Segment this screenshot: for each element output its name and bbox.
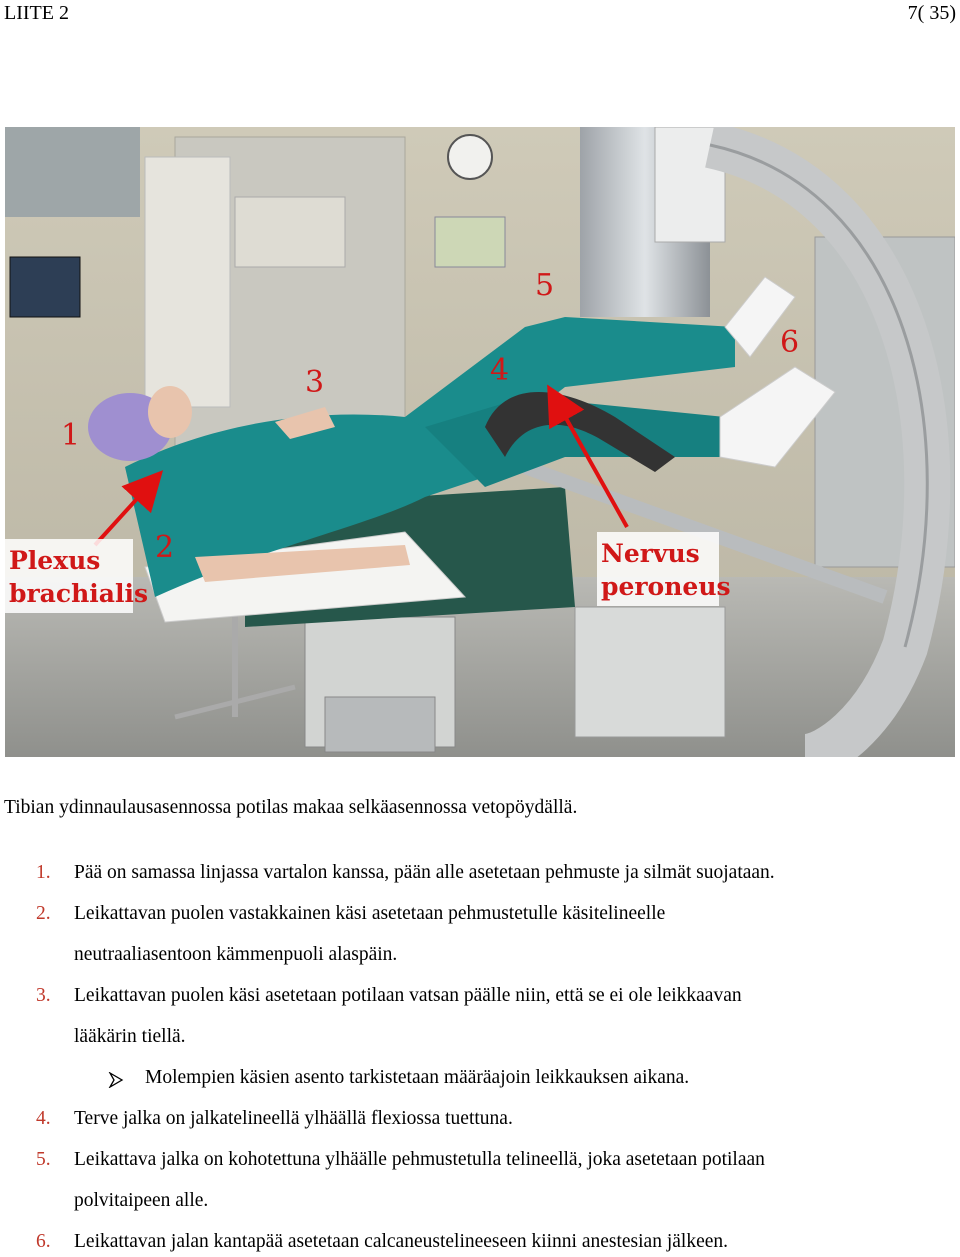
photo-number-5: 5 xyxy=(535,268,555,303)
photo-number-2: 2 xyxy=(155,530,175,565)
plexus-label-line1: Plexus xyxy=(9,546,101,575)
list-text: Leikattavan puolen käsi asetetaan potilaan vatsan päälle niin, että se ei ole leikkaavan xyxy=(74,985,742,1006)
sub-bullet-text: Molempien käsien asento tarkistetaan määräajoin leikkauksen aikana. xyxy=(145,1067,690,1088)
photo-number-4: 4 xyxy=(490,353,510,388)
list-text-continuation: polvitaipeen alle. xyxy=(74,1190,209,1211)
list-text: Terve jalka on jalkatelineellä ylhäällä flexiossa tuettuna. xyxy=(74,1108,513,1129)
plexus-label-line2: brachialis xyxy=(9,579,149,608)
list-text: Leikattavan jalan kantapää asetetaan calcaneustelineeseen kiinni anestesian jälkeen. xyxy=(74,1231,729,1252)
list-number: 6. xyxy=(36,1231,51,1252)
list-text: Pää on samassa linjassa vartalon kanssa, pään alle asetetaan pehmuste ja silmät suojataan. xyxy=(74,862,775,883)
photo-number-6: 6 xyxy=(780,325,800,360)
nervus-label-line2: peroneus xyxy=(601,572,731,601)
list-number: 1. xyxy=(36,862,51,883)
operating-room-photo xyxy=(5,127,955,757)
photo-number-3: 3 xyxy=(305,365,325,400)
arrowhead-bullet-icon xyxy=(108,1072,124,1088)
page-number: 7( 35) xyxy=(907,2,956,24)
list-text: Leikattavan puolen vastakkainen käsi asetetaan pehmustetulle käsitelineelle xyxy=(74,903,666,924)
list-number: 5. xyxy=(36,1149,51,1170)
list-text-continuation: lääkärin tiellä. xyxy=(74,1026,186,1047)
list-text: Leikattava jalka on kohotettuna ylhäälle pehmustetulla telineellä, joka asetetaan potilaan xyxy=(74,1149,765,1170)
list-number: 3. xyxy=(36,985,51,1006)
nervus-label-line1: Nervus xyxy=(601,539,700,568)
page-header-left: LIITE 2 xyxy=(4,2,69,24)
photo-number-1: 1 xyxy=(61,418,81,453)
list-number: 4. xyxy=(36,1108,51,1129)
intro-paragraph: Tibian ydinnaulausasennossa potilas makaa selkäasennossa vetopöydällä. xyxy=(4,797,578,818)
list-number: 2. xyxy=(36,903,51,924)
list-text-continuation: neutraaliasentoon kämmenpuoli alaspäin. xyxy=(74,944,398,965)
